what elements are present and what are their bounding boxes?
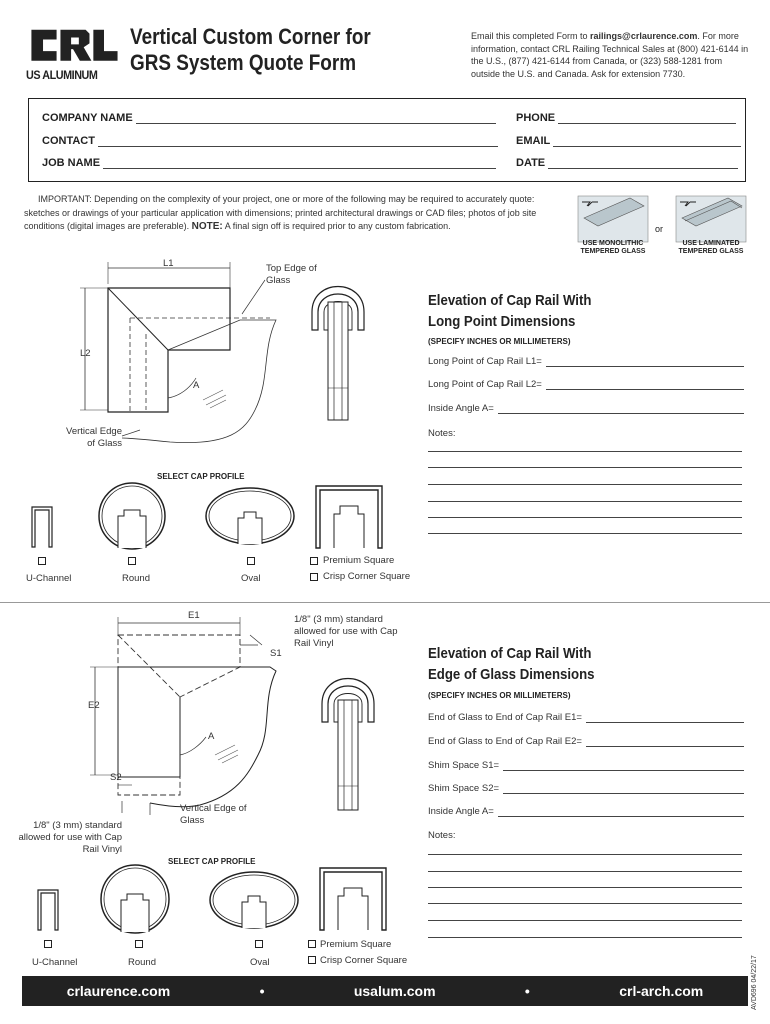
- section2-notes-label: Notes:: [428, 830, 456, 841]
- section2-title-line-1: Elevation of Cap Rail With: [428, 645, 592, 662]
- contact-label: CONTACT: [42, 135, 95, 147]
- section1-note-line[interactable]: [428, 484, 742, 485]
- round-profile-1: [96, 480, 168, 552]
- company-name-input[interactable]: [136, 113, 496, 124]
- section2-note-line[interactable]: [428, 887, 742, 888]
- angle-a: A: [193, 380, 200, 391]
- important-text: IMPORTANT: Depending on the complexity of your project, one or more of the following may be required to accurately quote: sketches or drawings of your particular application with dimensions; printed architectural drawings or CAD files; photos of job site conditions (digital images are preferable).: [24, 194, 537, 231]
- standard-top-label: 1/8" (3 mm) standard allowed for use with Cap Rail Vinyl: [294, 614, 398, 649]
- long-point-l2-input[interactable]: [546, 381, 744, 390]
- section2-specify: (SPECIFY INCHES OR MILLIMETERS): [428, 691, 571, 700]
- inside-angle-a2-label: Inside Angle A=: [428, 806, 494, 817]
- crisp-corner-label-1: Crisp Corner Square: [323, 571, 411, 582]
- s1-label: Shim Space S1=: [428, 760, 500, 771]
- footer-bullet: •: [259, 983, 265, 999]
- vertical-edge-label-2: Vertical Edge of Glass: [180, 803, 247, 826]
- section1-title-line-1: Elevation of Cap Rail With: [428, 292, 592, 309]
- contact-input[interactable]: [98, 136, 498, 147]
- section1-note-line[interactable]: [428, 533, 742, 534]
- section2-title-line-2: Edge of Glass Dimensions: [428, 666, 595, 683]
- oval-profile-1: [204, 486, 296, 546]
- oval-profile-2: [208, 870, 300, 930]
- logo-subtext: US ALUMINUM: [26, 68, 98, 82]
- e2-input[interactable]: [586, 738, 744, 747]
- top-edge-label: Top Edge of Glass: [266, 263, 317, 286]
- premium-square-checkbox-1[interactable]: [310, 557, 318, 565]
- round-label-1: Round: [122, 573, 150, 584]
- square-profile-1: [314, 484, 384, 550]
- oval-label-2: Oval: [250, 957, 270, 968]
- footer-link-crlaurence[interactable]: crlaurence.com: [66, 983, 171, 999]
- section2-note-line[interactable]: [428, 903, 742, 904]
- vertical-edge-label: Vertical Edge of Glass: [66, 426, 122, 449]
- crisp-corner-checkbox-2[interactable]: [308, 956, 316, 964]
- section1-specify: (SPECIFY INCHES OR MILLIMETERS): [428, 337, 571, 346]
- job-name-label: JOB NAME: [42, 157, 101, 169]
- monolithic-glass-icon: [578, 196, 648, 242]
- laminated-glass-icon: [676, 196, 746, 242]
- section2-note-line[interactable]: [428, 854, 742, 855]
- u-channel-checkbox-2[interactable]: [44, 940, 52, 948]
- footer-link-crl-arch[interactable]: crl-arch.com: [619, 983, 704, 999]
- section1-notes-label: Notes:: [428, 428, 456, 439]
- or-label: or: [655, 224, 664, 234]
- long-point-l1-label: Long Point of Cap Rail L1=: [428, 356, 542, 367]
- u-channel-label-1: U-Channel: [26, 573, 72, 584]
- contact-rest: . For more information, contact CRL Railing Technical Sales at (800) 421-6144 in the U.S., (877) 421-6144 from Canada, or (323) 588-1281 from outside the U.S. and Canada. Ask for extension 7730.: [471, 31, 749, 79]
- title-line-2: GRS System Quote Form: [130, 50, 357, 75]
- section-divider: [0, 602, 770, 603]
- square-profile-2: [318, 866, 388, 932]
- footer-bullet: •: [524, 983, 530, 999]
- s2-input[interactable]: [503, 785, 744, 794]
- phone-field[interactable]: [516, 112, 736, 124]
- section1-select-cap: SELECT CAP PROFILE: [157, 472, 245, 481]
- footer-bar: [22, 976, 748, 1006]
- long-point-l1-input[interactable]: [546, 358, 744, 367]
- e2-label: End of Glass to End of Cap Rail E2=: [428, 736, 582, 747]
- important-note: [24, 193, 564, 234]
- e1-label: End of Glass to End of Cap Rail E1=: [428, 712, 582, 723]
- section2-note-line[interactable]: [428, 871, 742, 872]
- e1-field[interactable]: [428, 712, 744, 723]
- inside-angle-a2-input[interactable]: [498, 808, 744, 817]
- u-channel-profile-2: [36, 888, 60, 932]
- note-text: A final sign off is required prior to any custom fabrication.: [222, 221, 451, 231]
- section1-note-line[interactable]: [428, 451, 742, 452]
- oval-label-1: Oval: [241, 573, 261, 584]
- section2-title: [428, 643, 657, 685]
- standard-left-label: 1/8" (3 mm) standard allowed for use with Cap Rail Vinyl: [18, 820, 122, 855]
- e1-input[interactable]: [586, 714, 744, 723]
- crisp-corner-label-2: Crisp Corner Square: [320, 955, 408, 966]
- section2-note-line[interactable]: [428, 937, 742, 938]
- cap-rail-cross-section-2: [314, 660, 384, 810]
- date-input[interactable]: [548, 158, 738, 169]
- round-label-2: Round: [128, 957, 156, 968]
- section2-select-cap: SELECT CAP PROFILE: [168, 857, 256, 866]
- dim-e2: E2: [88, 700, 100, 711]
- inside-angle-a-label: Inside Angle A=: [428, 403, 494, 414]
- s1-field[interactable]: [428, 760, 744, 771]
- title-line-1: Vertical Custom Corner for: [130, 24, 371, 49]
- dim-s1: S1: [270, 648, 282, 659]
- s2-label: Shim Space S2=: [428, 783, 500, 794]
- section1-note-line[interactable]: [428, 501, 742, 502]
- inside-angle-a-field[interactable]: [428, 403, 744, 414]
- form-code: AVD696 04/22/17: [751, 955, 758, 1010]
- inside-angle-a-input[interactable]: [498, 405, 744, 414]
- dim-e1: E1: [188, 610, 200, 621]
- premium-square-checkbox-2[interactable]: [308, 940, 316, 948]
- email-label: EMAIL: [516, 135, 551, 147]
- long-point-l1-field[interactable]: [428, 356, 744, 367]
- contact-field[interactable]: [42, 135, 498, 147]
- cap-rail-cross-section-1: [304, 268, 374, 420]
- dim-l2: L2: [80, 348, 91, 359]
- dim-l1: L1: [163, 258, 174, 269]
- section1-title: [428, 290, 657, 332]
- page-title: [130, 24, 414, 76]
- contact-info: [471, 30, 751, 80]
- contact-email-link[interactable]: railings@crlaurence.com: [590, 31, 698, 41]
- inside-angle-a2-field[interactable]: [428, 806, 744, 817]
- s2-field[interactable]: [428, 783, 744, 794]
- date-label: DATE: [516, 157, 546, 169]
- section1-note-line[interactable]: [428, 517, 742, 518]
- oval-checkbox-1[interactable]: [247, 557, 255, 565]
- phone-label: PHONE: [516, 112, 556, 124]
- laminated-glass-label: USE LAMINATED TEMPERED GLASS: [678, 240, 744, 255]
- footer-link-usalum[interactable]: usalum.com: [353, 983, 436, 999]
- job-name-field[interactable]: [42, 157, 496, 169]
- company-name-label: COMPANY NAME: [42, 112, 133, 124]
- u-channel-checkbox-1[interactable]: [38, 557, 46, 565]
- round-checkbox-2[interactable]: [135, 940, 143, 948]
- section1-note-line[interactable]: [428, 467, 742, 468]
- job-name-input[interactable]: [103, 158, 496, 169]
- dim-s2: S2: [110, 772, 122, 783]
- phone-input[interactable]: [558, 113, 736, 124]
- round-checkbox-1[interactable]: [128, 557, 136, 565]
- premium-square-label-1: Premium Square: [323, 555, 395, 566]
- angle-a-2: A: [208, 731, 215, 742]
- u-channel-label-2: U-Channel: [32, 957, 78, 968]
- monolithic-glass-label: USE MONOLITHIC TEMPERED GLASS: [580, 240, 646, 255]
- company-name-field[interactable]: [42, 112, 496, 124]
- round-profile-2: [98, 862, 172, 936]
- date-field[interactable]: [516, 157, 738, 169]
- email-field[interactable]: [516, 135, 741, 147]
- section2-note-line[interactable]: [428, 920, 742, 921]
- long-point-l2-label: Long Point of Cap Rail L2=: [428, 379, 542, 390]
- oval-checkbox-2[interactable]: [255, 940, 263, 948]
- long-point-l2-field[interactable]: [428, 379, 744, 390]
- e2-field[interactable]: [428, 736, 744, 747]
- crisp-corner-checkbox-1[interactable]: [310, 573, 318, 581]
- contact-prefix: Email this completed Form to: [471, 31, 591, 41]
- section1-title-line-2: Long Point Dimensions: [428, 313, 576, 330]
- email-input[interactable]: [553, 136, 741, 147]
- note-label: NOTE:: [191, 221, 223, 232]
- premium-square-label-2: Premium Square: [320, 939, 392, 950]
- u-channel-profile-1: [30, 505, 54, 549]
- s1-input[interactable]: [503, 762, 744, 771]
